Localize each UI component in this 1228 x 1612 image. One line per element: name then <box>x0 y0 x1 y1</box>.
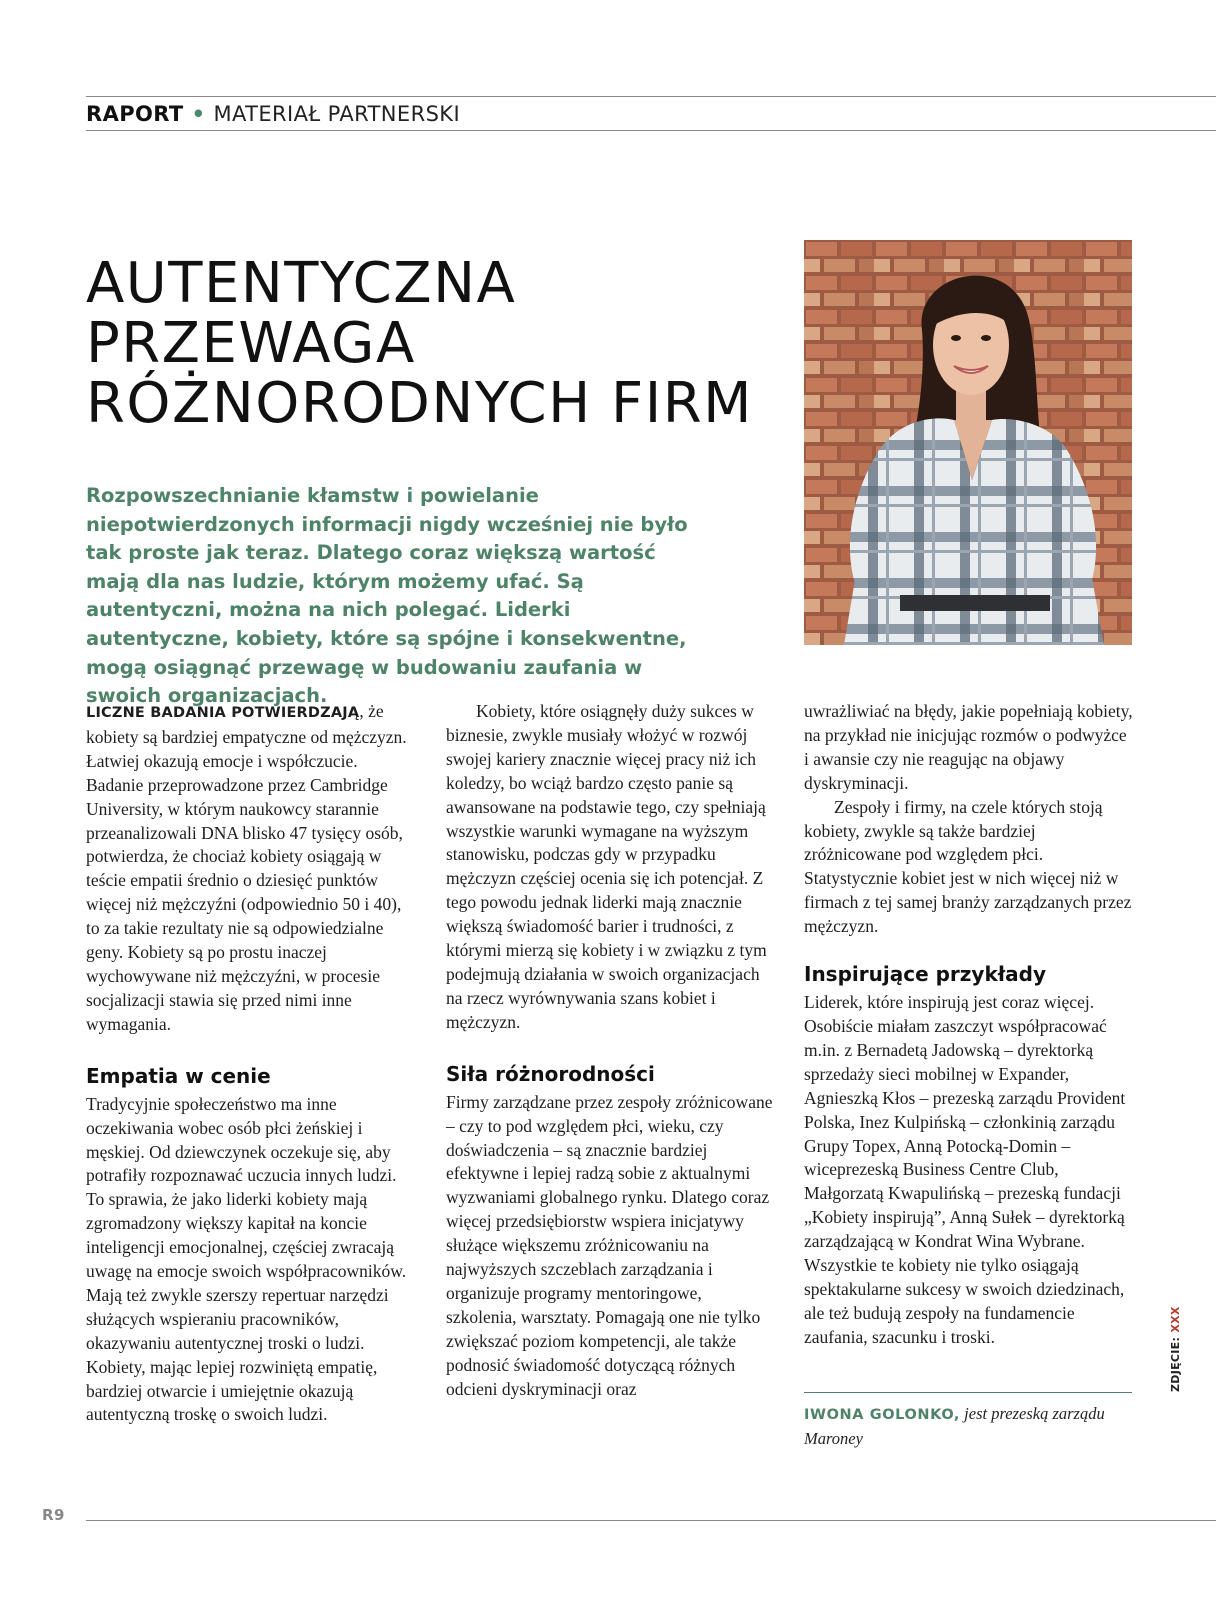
col3-paragraph-2: Zespoły i firmy, na czele których stoją kobiety, zwykle są także bardziej zróżnicowane pod względem płci. Statystycznie kobiet jest w nich więcej niż w firmach z tej samej branży zarządzanych przez mężczyzn. <box>804 796 1132 937</box>
title-line-3: RÓŻNORODNYCH FIRM <box>86 371 753 436</box>
col3-paragraph-1: uwrażliwiać na błędy, jakie popełniają kobiety, na przykład nie inicjując rozmów o podwyżce i awansie czy nie reagując na objawy dyskryminacji. <box>804 701 1133 793</box>
section-label: MATERIAŁ PARTNERSKI <box>213 102 461 126</box>
col1-paragraph-1-text: , że kobiety są bardziej empatyczne od mężczyzn. Łatwiej okazują emocje i współczucie. Badanie przeprowadzone przez Cambridge University, w którym naukowcy starannie przeanalizowali DNA blisko 47 tysięcy osób, potwierdza, że chociaż kobiety osiągają w teście empatii średnio o dziesięć punktów więcej niż mężczyźni (odpowiednio 50 i 40), to za takie rezultaty nie są odpowiedzialne geny. Kobiety są po prostu inaczej wychowywane niż mężczyźni, w procesie socjalizacji stawia się przed nimi inne wymagania. <box>86 701 407 1034</box>
column-2 <box>446 700 776 1401</box>
footer-rule <box>86 1520 1216 1521</box>
photo-credit <box>1169 1306 1182 1392</box>
photo-credit-value: XXX <box>1169 1306 1182 1333</box>
photo-credit-label: ZDJĘCIE: <box>1169 1332 1182 1392</box>
title-line-2: PRZEWAGA <box>86 311 416 376</box>
section-header <box>86 102 460 126</box>
subheading-sila: Siła różnorodności <box>446 1061 655 1086</box>
separator-dot: • <box>191 102 206 126</box>
col2-paragraph-2: Firmy zarządzane przez zespoły zróżnicowane – czy to pod względem płci, wieku, czy doświadczenia – są znacznie bardziej efektywne i lepiej radzą sobie z aktualnymi wyzwaniami globalnego rynku. Dlatego coraz więcej przedsiębiorstw wspiera inicjatywy służące większemu zróżnicowaniu na najwyższych szczeblach zarządzania i organizuje programy mentoringowe, szkolenia, warsztaty. Pomagają one nie tylko zwiększać poziom kompetencji, ale także podnosić świadomość dotyczącą różnych odcieni dyskryminacji oraz <box>446 1091 773 1399</box>
author-signature <box>804 1402 1144 1450</box>
portrait-photo <box>804 240 1132 645</box>
author-name: IWONA GOLONKO, <box>804 1407 961 1423</box>
header-rule <box>86 130 1216 131</box>
col1-paragraph-2: Tradycyjnie społeczeństwo ma inne oczekiwania wobec osób płci żeńskiej i męskiej. Od dziewczynek oczekuje się, aby potrafiły rozpoznawać uczucia innych ludzi. To sprawia, że jako liderki kobiety mają zgromadzony większy kapitał na koncie inteligencji emocjonalnej, częściej zwracają uwagę na emocje swoich współpracowników. Mają też zwykle szerszy repertuar narzędzi służących wspieraniu pracowników, okazywaniu autentycznej troski o ludzi. Kobiety, mając lepiej rozwiniętą empatię, bardziej otwarcie i umiejętnie okazują autentyczną troskę o swoich ludzi. <box>86 1093 407 1425</box>
column-3 <box>804 700 1134 1350</box>
lead-paragraph: Rozpowszechnianie kłamstw i powielanie niepotwierdzonych informacji nigdy wcześniej nie było tak proste jak teraz. Dlatego coraz większą wartość mają dla nas ludzie, którym możemy ufać. Są autentyczni, można na nich polegać. Liderki autentyczne, kobiety, które są spójne i konsekwentne, mogą osiągnąć przewagę w budowaniu zaufania w swoich organizacjach. <box>86 484 688 708</box>
title-line-1: AUTENTYCZNA <box>86 251 517 316</box>
runin-lead: LICZNE BADANIA POTWIERDZAJĄ <box>86 705 360 721</box>
subheading-inspirujace: Inspirujące przykłady <box>804 962 1047 987</box>
portrait-illustration <box>804 240 1132 645</box>
page-number: R9 <box>42 1506 65 1524</box>
section-name: RAPORT <box>86 102 184 126</box>
col3-paragraph-3: Liderek, które inspirują jest coraz więcej. Osobiście miałam zaszczyt współpracować m.in. z Bernadetą Jadowską – dyrektorką sprzedaży sieci mobilnej w Expander, Agnieszką Kłos – prezeską zarządu Provident Polska, Inez Kulpińską – członkinią zarządu Grupy Topex, Anną Potocką-Domin – wiceprezeską Business Centre Club, Małgorzatą Kwapulińską – prezeską fundacji „Kobiety inspirują”, Anną Sułek – dyrektorką zarządzającą w Kondrat Wina Wybrane. Wszystkie te kobiety nie tylko osiągają spektakularne sukcesy w swoich dziedzinach, ale też budują zespoły na fundamencie zaufania, szacunku i troski. <box>804 992 1126 1347</box>
author-role: jest prezeską zarządu Maroney <box>804 1404 1105 1448</box>
col2-paragraph-1: Kobiety, które osiągnęły duży sukces w biznesie, zwykle musiały włożyć w rozwój swojej kariery znacznie więcej pracy niż ich koledzy, bo wciąż bardzo często panie są awansowane na podstawie tego, czy spełniają wszystkie warunki wymagane na wyższym stanowisku, podczas gdy w przypadku mężczyzn częściej ocenia się ich potencjał. Z tego powodu jednak liderki mają znacznie większą świadomość barier i trudności, z którymi mierzą się kobiety i w związku z tym podejmują działania w swoich organizacjach na rzecz wyrównywania szans kobiet i mężczyzn. <box>446 701 767 1032</box>
top-rule <box>86 96 1216 97</box>
column-1 <box>86 700 416 1427</box>
subheading-empatia: Empatia w cenie <box>86 1063 271 1088</box>
signature-rule <box>804 1392 1132 1393</box>
col1-paragraph-1 <box>86 700 416 1037</box>
article-title <box>86 251 766 436</box>
